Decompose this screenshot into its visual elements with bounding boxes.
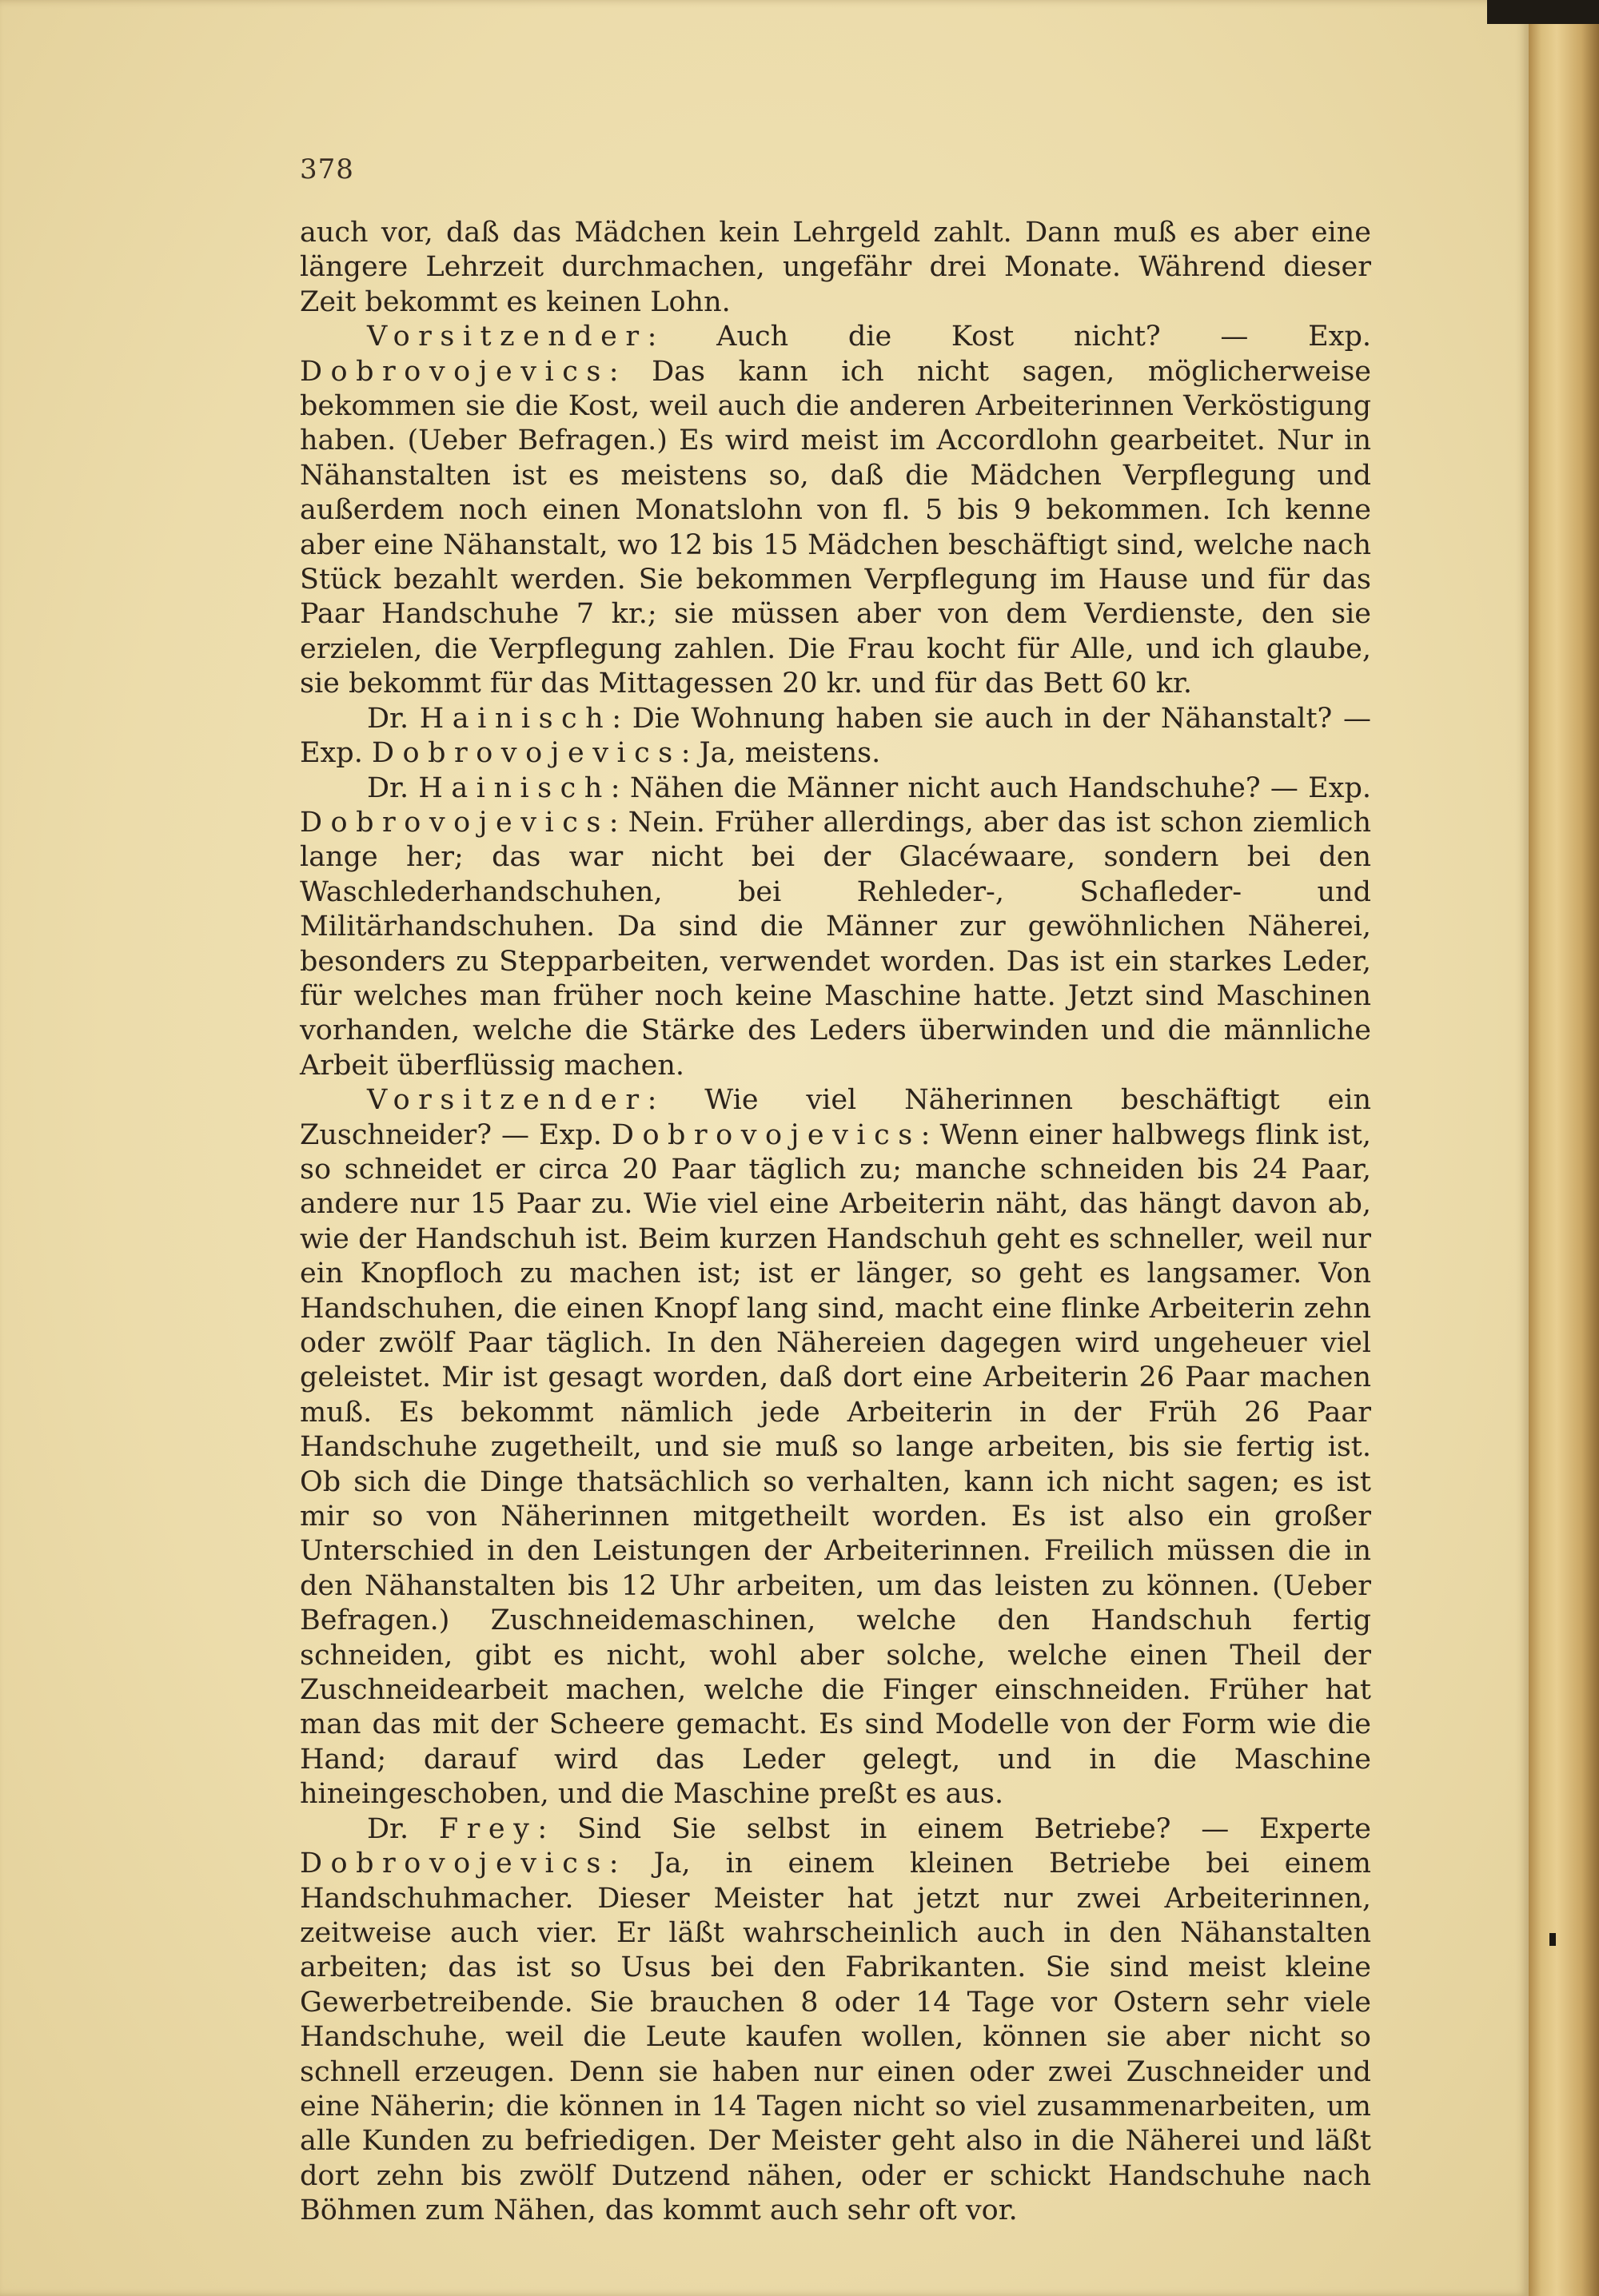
text-segment: : Nähen die Männer nicht auch Handschuhe? — Exp. [610, 771, 1371, 804]
text-segment: Dr. [367, 702, 420, 735]
text-segment: : Nein. Früher allerdings, aber das ist schon ziemlich lange her; das war nicht bei der Glacéwaare, sondern bei den Waschlederhandschuhen, bei Rehleder-, Schafleder- und Militärhandschuhen. Da sind die Männer zur gewöhnlichen Näherei, besonders zu Stepparbeiten, verwendet worden. Das ist ein starkes Leder, für welches man früher noch keine Maschine hatte. Jetzt sind Maschinen vorhanden, welche die Stärke des Leders überwinden und die männliche Arbeit überflüssig machen. [300, 806, 1371, 1082]
book-cover-corner [1487, 0, 1599, 24]
paragraph [300, 702, 1371, 771]
text-segment: : Ja, meistens. [680, 737, 881, 770]
text-segment: : Die Wohnung haben sie auch in der Nähanstalt? — Exp. [300, 702, 1371, 770]
page-edge [1529, 0, 1599, 2296]
text-segment: : Auch die Kost nicht? — Exp. [647, 321, 1371, 353]
margin-mark [1549, 1933, 1556, 1946]
paragraph [300, 320, 1371, 701]
speaker-name: Hainisch [418, 771, 611, 804]
paragraph [300, 216, 1371, 320]
speaker-name: Frey [438, 1812, 538, 1845]
speaker-name: Dobrovojevics [300, 806, 609, 839]
text-segment: : Wie viel Näherinnen beschäftigt ein Zuschneider? — Exp. [300, 1084, 1371, 1151]
speaker-name: Dobrovojevics [371, 737, 681, 770]
speaker-name: Hainisch [419, 702, 612, 735]
body-text [300, 216, 1371, 2229]
paragraph [300, 1083, 1371, 1812]
text-segment: : Wenn einer halbwegs flink ist, so schneidet er circa 20 Paar täglich zu; manche schneiden bis 24 Paar, andere nur 15 Paar zu. Wie viel eine Arbeiterin näht, das hängt davon ab, wie der Handschuh ist. Beim kurzen Handschuh geht es schneller, weil nur ein Knopfloch zu machen ist; ist er länger, so geht es langsamer. Von Handschuhen, die einen Knopf lang sind, macht eine flinke Arbeiterin zehn oder zwölf Paar täglich. In den Nähereien dagegen wird ungeheuer viel geleistet. Mir ist gesagt worden, daß dort eine Arbeiterin 26 Paar machen muß. Es bekommt nämlich jede Arbeiterin in der Früh 26 Paar Handschuhe zugetheilt, und sie muß so lange arbeiten, bis sie fertig ist. Ob sich die Dinge thatsächlich so verhalten, kann ich nicht sagen; es ist mir so von Näherinnen mitgetheilt worden. Es ist also ein großer Unterschied in den Leistungen der Arbeiterinnen. Freilich müssen die in den Nähanstalten bis 12 Uhr arbeiten, um das leisten zu können. (Ueber Befragen.) Zuschneidemaschinen, welche den Handschuh fertig schneiden, gibt es nicht, wohl aber solche, welche einen Theil der Zuschneidearbeit machen, welche die Finger einschneiden. Früher hat man das mit der Scheere gemacht. Es sind Modelle von der Form wie die Hand; darauf wird das Leder gelegt, und in die Maschine hineingeschoben, und die Maschine preßt es aus. [300, 1118, 1372, 1811]
page-number: 378 [300, 153, 354, 185]
speaker-name: Dobrovojevics [300, 355, 609, 388]
speaker-name: Dobrovojevics [300, 1848, 609, 1880]
text-segment: auch vor, daß das Mädchen kein Lehrgeld zahlt. Dann muß es aber eine längere Lehrzeit durchmachen, ungefähr drei Monate. Während dieser Zeit bekommt es keinen Lohn. [300, 217, 1371, 318]
text-segment: : Ja, in einem kleinen Betriebe bei einem Handschuhmacher. Dieser Meister hat jetzt nur zwei Arbeiterinnen, zeitweise auch vier. Er läßt wahrscheinlich auch in den Nähanstalten arbeiten; das ist so Usus bei den Fabrikanten. Sie sind meist kleine Gewerbetreibende. Sie brauchen 8 oder 14 Tage vor Ostern sehr viele Handschuhe, weil die Leute kaufen wollen, können sie aber nicht so schnell erzeugen. Denn sie haben nur einen oder zwei Zuschneider und eine Näherin; die können in 14 Tagen nicht so viel zusammenarbeiten, um alle Kunden zu befriedigen. Der Meister geht also in die Näherei und läßt dort zehn bis zwölf Dutzend nähen, oder er schickt Handschuhe nach Böhmen zum Nähen, das kommt auch sehr oft vor. [300, 1848, 1371, 2227]
text-segment: Dr. [367, 1812, 439, 1845]
speaker-name: Dobrovojevics [611, 1118, 921, 1151]
text-segment: : Sind Sie selbst in einem Betriebe? — Experte [537, 1812, 1371, 1845]
text-segment: Dr. [367, 771, 419, 804]
speaker-name: Vorsitzender [367, 1084, 648, 1117]
text-segment: : Das kann ich nicht sagen, möglicherweise bekommen sie die Kost, weil auch die anderen Arbeiterinnen Verköstigung haben. (Ueber Befragen.) Es wird meist im Accordlohn gearbeitet. Nur in Nähanstalten ist es meistens so, daß die Mädchen Verpflegung und außerdem noch einen Monatslohn von fl. 5 bis 9 bekommen. Ich kenne aber eine Nähanstalt, wo 12 bis 15 Mädchen beschäftigt sind, welche nach Stück bezahlt werden. Sie bekommen Verpflegung im Hause und für das Paar Handschuhe 7 kr.; sie müssen aber von dem Verdienste, den sie erzielen, die Verpflegung zahlen. Die Frau kocht für Alle, und ich glaube, sie bekommt für das Mittagessen 20 kr. und für das Bett 60 kr. [300, 355, 1371, 700]
paragraph [300, 1812, 1371, 2229]
paragraph [300, 771, 1371, 1084]
speaker-name: Vorsitzender [367, 321, 648, 353]
